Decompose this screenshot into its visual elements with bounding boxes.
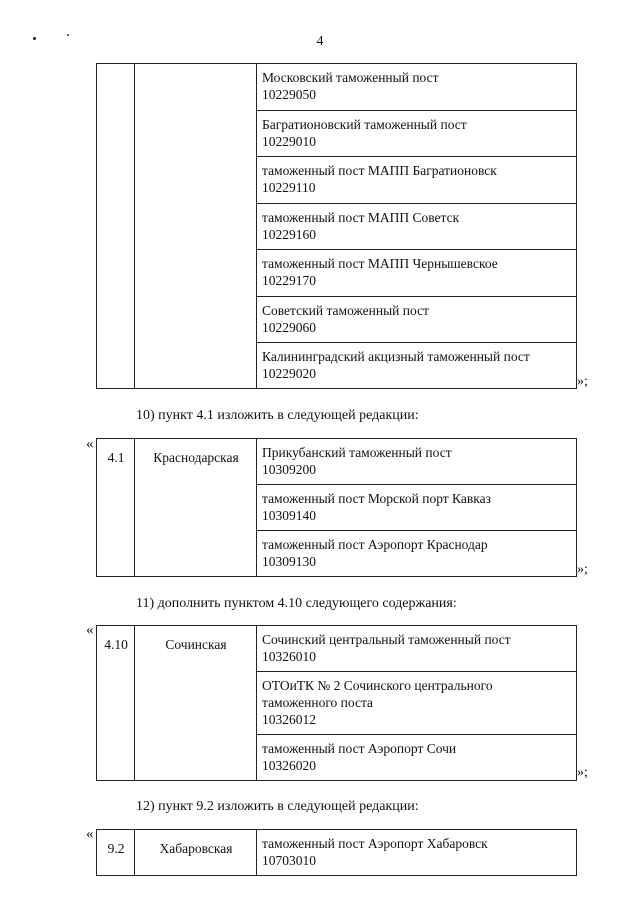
post-cell [257,204,577,250]
post-name: ОТОиТК № 2 Сочинского центрального [262,678,493,693]
post-code: 10229170 [262,273,316,288]
instruction-item-11: 11) дополнить пунктом 4.10 следующего содержания: [136,596,457,611]
post-code: 10309140 [262,508,316,523]
post-code: 10229160 [262,227,316,242]
region-cell: Краснодарская [135,439,257,577]
post-cell [257,735,577,781]
post-code: 10229020 [262,366,316,381]
post-name: Сочинский центральный таможенный пост [262,632,511,647]
table-row [97,439,577,485]
post-cell [257,439,577,485]
instruction-item-10: 10) пункт 4.1 изложить в следующей редакции: [136,408,419,423]
post-cell [257,531,577,577]
post-name: Калининградский акцизный таможенный пост [262,349,530,364]
num-cell: 4.1 [97,439,135,577]
instruction-item-12: 12) пункт 9.2 изложить в следующей редакции: [136,799,419,814]
post-code: 10229060 [262,320,316,335]
post-name: Московский таможенный пост [262,70,439,85]
num-cell: 4.10 [97,626,135,781]
num-cell: 9.2 [97,830,135,876]
closing-quote: »; [577,374,588,389]
post-code: 10309200 [262,462,316,477]
post-cell [257,626,577,672]
table-item-11 [96,625,577,781]
post-cell [257,111,577,157]
opening-quote: « [86,622,94,638]
post-cell [257,157,577,204]
post-cell [257,343,577,389]
post-name: таможенный пост Аэропорт Сочи [262,741,457,756]
post-cell [257,297,577,343]
post-code: 10326010 [262,649,316,664]
post-name: таможенный пост МАПП Багратионовск [262,163,497,178]
region-cell: Хабаровская [135,830,257,876]
post-name: Прикубанский таможенный пост [262,445,452,460]
post-name: таможенный пост МАПП Чернышевское [262,256,498,271]
page-number: 4 [316,34,324,49]
post-code: 10309130 [262,554,316,569]
table-item-12 [96,829,577,876]
table-row [97,626,577,672]
post-name: Багратионовский таможенный пост [262,117,467,132]
post-code: 10326012 [262,712,316,727]
opening-quote: « [86,826,94,842]
post-name-continued: таможенного поста [262,695,374,710]
post-name: Советский таможенный пост [262,303,429,318]
post-name: таможенный пост Морской порт Кавказ [262,491,491,506]
post-name: таможенный пост МАПП Советск [262,210,460,225]
closing-quote: »; [577,765,588,780]
post-code: 10229050 [262,87,316,102]
num-cell [97,64,135,389]
opening-quote: « [86,436,94,452]
post-code: 10326020 [262,758,316,773]
post-cell [257,672,577,735]
table-continued [96,63,577,389]
post-cell [257,830,577,876]
table-row [97,830,577,876]
post-cell [257,250,577,297]
region-cell: Сочинская [135,626,257,781]
post-name: таможенный пост Аэропорт Краснодар [262,537,488,552]
table-row [97,64,577,111]
table-item-10 [96,438,577,577]
post-name: таможенный пост Аэропорт Хабаровск [262,836,488,851]
post-cell [257,64,577,111]
closing-quote: »; [577,562,588,577]
post-cell [257,485,577,531]
post-code: 10229110 [262,180,316,195]
post-code: 10229010 [262,134,316,149]
region-cell [135,64,257,389]
post-code: 10703010 [262,853,316,868]
